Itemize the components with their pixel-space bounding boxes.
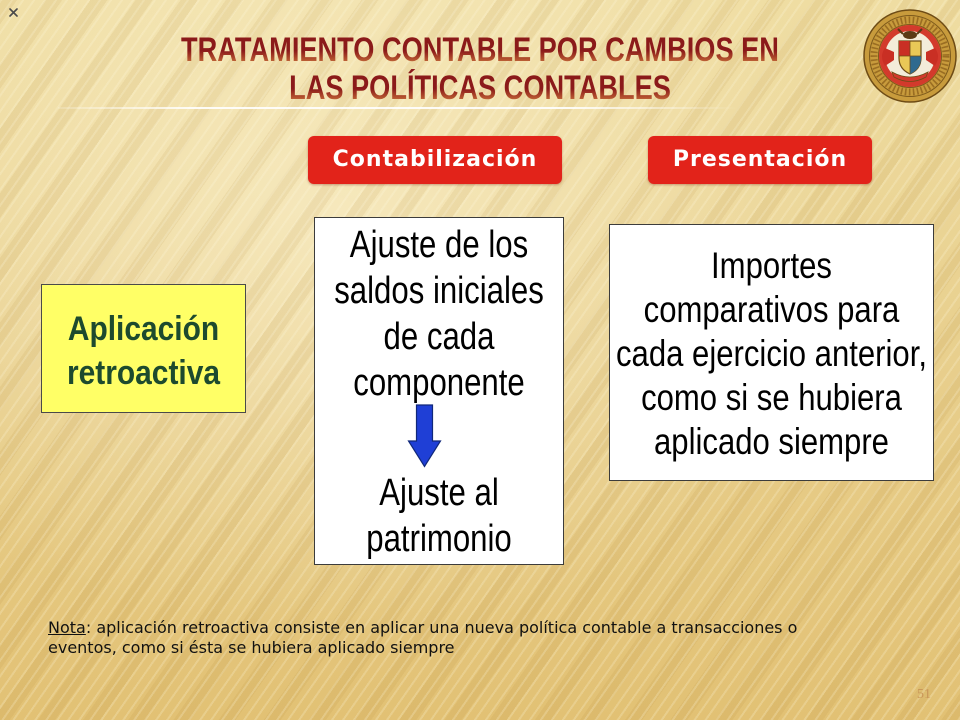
slide-title [0,31,960,107]
accounting-line-4: componente [353,362,525,404]
accounting-line-1: Ajuste de los [349,224,529,266]
footnote-line-2: eventos, como si ésta se hubiera aplicado siempre [48,638,455,657]
column-header-contabilizacion: Contabilización [308,136,562,184]
accounting-result-line-2: patrimonio [366,518,512,560]
presentation-box [609,224,934,481]
presentation-line-1: Importes [711,245,832,286]
column-header-presentacion: Presentación [648,136,872,184]
accounting-box [314,217,564,565]
presentation-line-4: como si se hubiera [641,377,902,418]
row-label-aplicacion-retroactiva [41,284,246,413]
presentation-line-3: cada ejercicio anterior, [616,333,927,374]
title-line-1: TRATAMIENTO CONTABLE POR CAMBIOS EN [96,31,864,69]
row-label-line-2: retroactiva [66,354,221,392]
accounting-line-2: saldos iniciales [334,270,544,312]
accounting-result-line-1: Ajuste al [379,472,499,514]
arrow-down-icon [407,404,442,468]
row-label-line-1: Aplicación [67,310,220,348]
title-divider [58,107,738,109]
footnote-line-1 [48,618,797,638]
title-line-2: LAS POLÍTICAS CONTABLES [96,69,864,107]
page-number: 51 [917,687,931,702]
footnote [48,618,797,658]
university-seal-icon [862,8,958,104]
presentation-line-5: aplicado siempre [654,421,889,462]
x-mark-icon [9,8,18,17]
footnote-label: Nota [48,618,86,637]
presentation-line-2: comparativos para [643,289,900,330]
footnote-text: : aplicación retroactiva consiste en aplicar una nueva política contable a transacciones o [85,618,798,637]
accounting-line-3: de cada [383,316,495,358]
